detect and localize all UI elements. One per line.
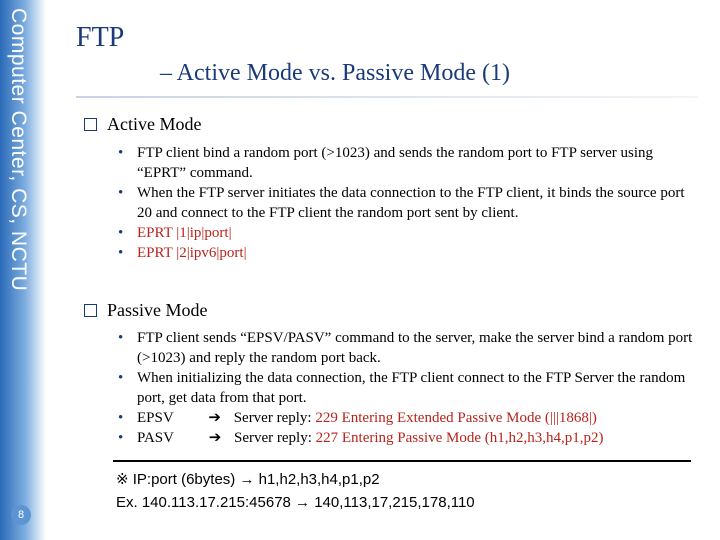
sidebar-org-label: Computer Center, CS, NCTU (7, 8, 30, 292)
bullet-dot-icon: • (118, 145, 124, 161)
bullet-dot-icon: • (118, 410, 124, 426)
list-item: • When initializing the data connection, the FTP client connect to the FTP Server the random port, get data from that port. (118, 370, 686, 406)
active-mode-bullets (118, 143, 698, 263)
epsv-reply-label: Server reply: (233, 410, 312, 426)
note-divider (113, 460, 691, 462)
right-arrow-icon: → (239, 471, 255, 488)
epsv-command: EPSV (137, 410, 174, 426)
title-divider (76, 96, 698, 98)
page-number: 8 (11, 505, 31, 525)
note-line-2: Ex. 140.113.17.215:45678 → 140,113,17,215,178,110 (116, 494, 475, 511)
passive-mode-label: Passive Mode (107, 300, 208, 320)
list-item: • When the FTP server initiates the data connection to the FTP client, it binds the source port 20 and connect to the FTP client the random port sent by client. (118, 185, 685, 221)
bullet-dot-icon: • (118, 185, 124, 201)
slide-subtitle: – Active Mode vs. Passive Mode (1) (160, 60, 510, 86)
active-mode-heading (84, 114, 201, 135)
bullet-dot-icon: • (118, 430, 124, 446)
bullet-dot-icon: • (118, 245, 124, 261)
checkbox-bullet-icon (84, 118, 97, 131)
active-mode-label: Active Mode (107, 114, 202, 134)
passive-mode-heading (84, 300, 208, 321)
note-line-1: ※ IP:port (6bytes) → h1,h2,h3,h4,p1,p2 (116, 471, 380, 488)
pasv-reply: 227 Entering Passive Mode (h1,h2,h3,h4,p1,p2) (315, 430, 604, 446)
bullet-dot-icon: • (118, 370, 124, 386)
list-item: • FTP client bind a random port (>1023) and sends the random port to FTP server using “EPRT” command. (118, 145, 654, 181)
pasv-command: PASV (137, 430, 174, 446)
right-arrow-icon: ➔ (208, 430, 222, 446)
right-arrow-icon: ➔ (208, 410, 221, 426)
passive-mode-bullets (118, 328, 698, 448)
list-item (118, 408, 698, 428)
slide-title: FTP (76, 22, 125, 53)
bullet-dot-icon: • (118, 330, 124, 346)
sidebar (0, 0, 46, 540)
list-item: • EPRT |2|ipv6|port| (118, 245, 247, 261)
epsv-reply: 229 Entering Extended Passive Mode (|||1868|) (315, 410, 597, 426)
right-arrow-icon: → (295, 494, 311, 511)
bullet-dot-icon: • (118, 225, 124, 241)
list-item: • EPRT |1|ip|port| (118, 225, 232, 241)
pasv-reply-label: Server reply: (233, 430, 312, 446)
list-item: • FTP client sends “EPSV/PASV” command to the server, make the server bind a random port (>1023) and reply the random port back. (118, 330, 693, 366)
checkbox-bullet-icon (84, 304, 97, 317)
list-item (118, 428, 698, 448)
